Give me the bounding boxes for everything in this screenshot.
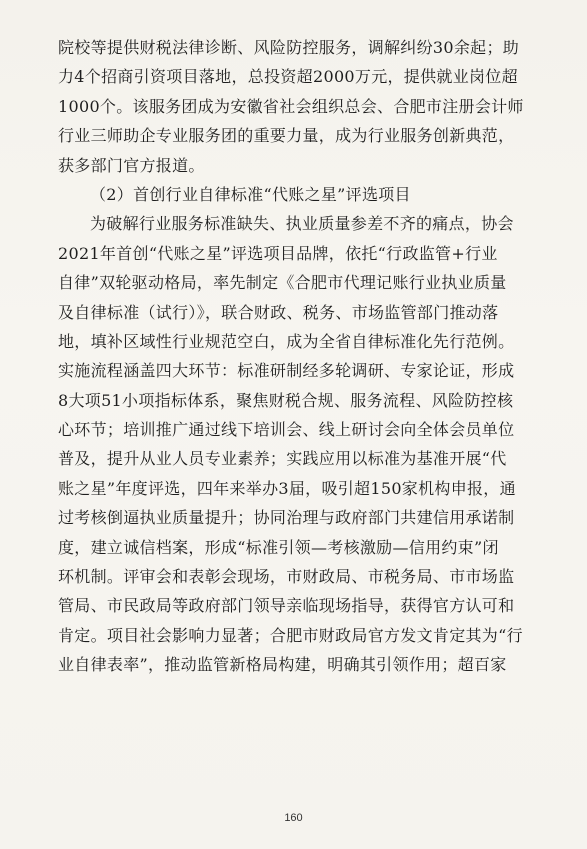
text-line: 2021年首创“代账之星”评选项目品牌，依托“行政监管+行业 [58, 243, 498, 263]
text-line: 行业三师助企专业服务团的重要力量，成为行业服务创新典范， [58, 126, 515, 146]
text-line: 及自律标准（试行）》，联合财政、税务、市场监管部门推动落 [58, 302, 499, 322]
text-line: 过考核倒逼执业质量提升；协同治理与政府部门共建信用承诺制 [58, 508, 515, 528]
text-line: 实施流程涵盖四大环节：标准研制经多轮调研、专家论证，形成 [58, 361, 515, 381]
text-line: 心环节；培训推广通过线下培训会、线上研讨会向全体会员单位 [58, 420, 515, 440]
text-line: 肯定。项目社会影响力显著；合肥市财政局官方发文肯定其为“行 [58, 625, 523, 645]
text-line: 院校等提供财税法律诊断、风险防控服务，调解纠纷30余起；助 [58, 38, 520, 57]
text-line: 获多部门官方报道。 [58, 155, 205, 175]
text-line: 普及，提升从业人员专业素养；实践应用以标准为基准开展“代 [58, 449, 507, 469]
page-number: 160 [284, 812, 303, 824]
text-line: 环机制。评审会和表彰会现场，市财政局、市税务局、市市场监 [58, 567, 515, 587]
text-line: 1000个。该服务团成为安徽省社会组织总会、合肥市注册会计师 [58, 96, 524, 116]
body-text [58, 33, 558, 680]
text-line: 度，建立诚信档案，形成“标准引领—考核激励—信用约束”闭 [58, 537, 499, 557]
text-line: 为破解行业服务标准缺失、执业质量参差不齐的痛点，协会 [90, 214, 514, 234]
text-line: （2）首创行业自律标准“代账之星”评选项目 [90, 184, 411, 204]
text-line: 自律”双轮驱动格局，率先制定《合肥市代理记账行业执业质量 [58, 273, 507, 293]
text-line: 业自律表率”，推动监管新格局构建，明确其引领作用；超百家 [58, 655, 507, 675]
text-line: 地，填补区域性行业规范空白，成为全省自律标准化先行范例。 [58, 331, 515, 351]
text-line: 账之星”年度评选，四年来举办3届，吸引超150家机构申报，通 [58, 478, 516, 498]
text-line: 8大项51小项指标体系，聚焦财税合规、服务流程、风险防控核 [58, 390, 514, 410]
text-line: 力4个招商引资项目落地，总投资超2000万元，提供就业岗位超 [58, 67, 518, 87]
text-line: 管局、市民政局等政府部门领导亲临现场指导，获得官方认可和 [58, 596, 515, 616]
